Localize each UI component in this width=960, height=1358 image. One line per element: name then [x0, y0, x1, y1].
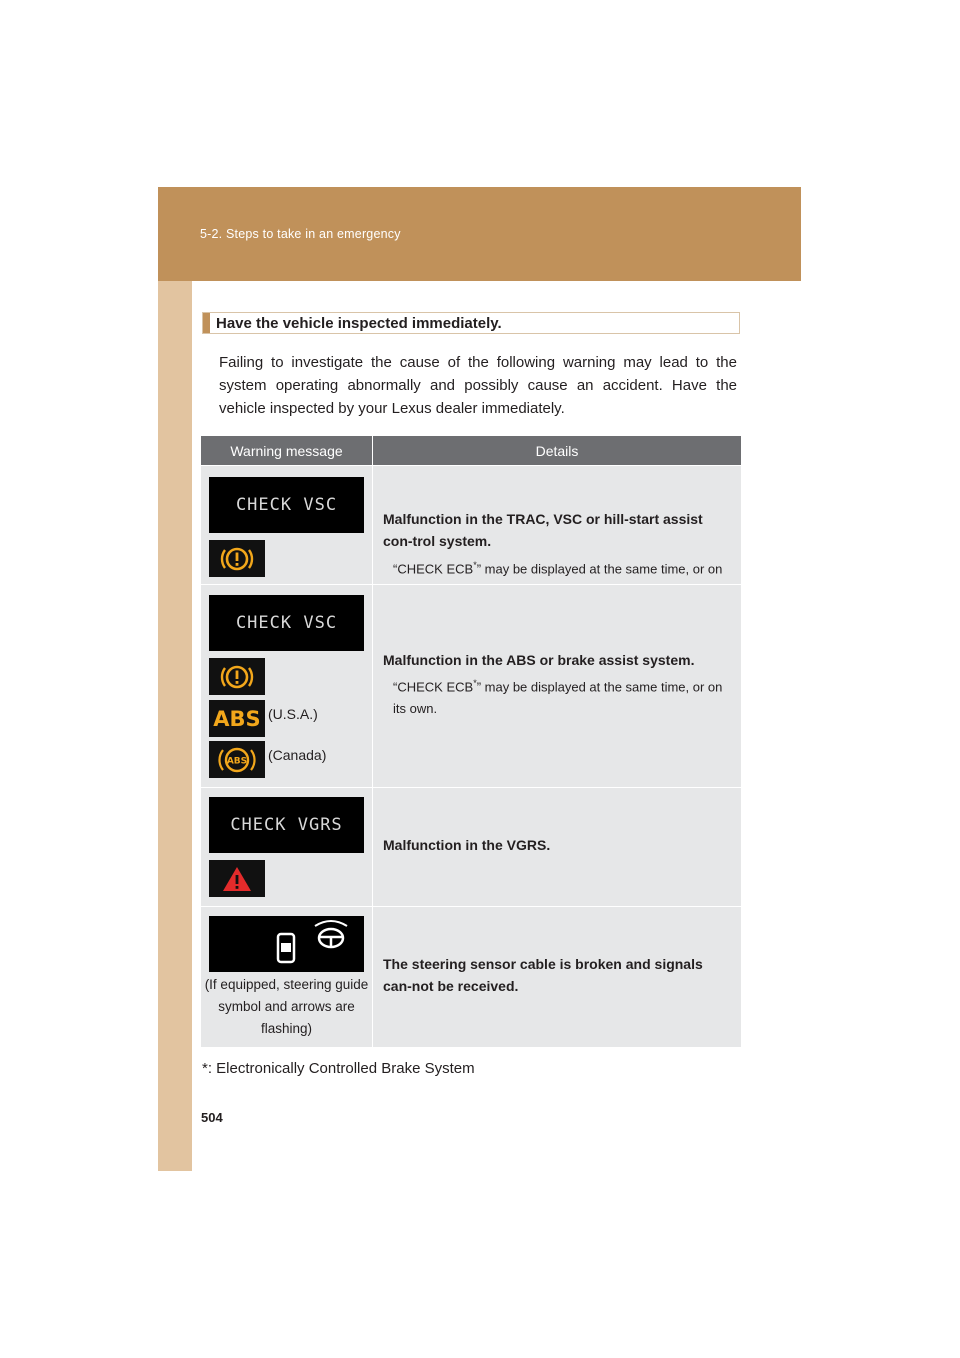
side-bar	[158, 281, 192, 1171]
details-cell	[373, 585, 741, 787]
note-text: ” may be displayed at the same time, or on its own.	[393, 679, 723, 717]
col-details-header: Details	[535, 442, 579, 459]
label-canada: (Canada)	[268, 747, 327, 763]
note-star: *	[473, 560, 477, 570]
note-text: “CHECK ECB	[393, 561, 474, 577]
abs-circle-lamp-icon	[209, 741, 265, 778]
note-text: “CHECK ECB	[393, 679, 474, 695]
warning-triangle-icon	[209, 860, 265, 897]
details-cell	[373, 788, 741, 906]
warning-cell	[201, 788, 373, 906]
breadcrumb: 5-2. Steps to take in an emergency	[200, 227, 401, 241]
detail-title: The steering sensor cable is broken and signals can-not be received.	[383, 956, 703, 994]
table-header	[201, 436, 741, 465]
abs-circle-text: ABS	[226, 756, 248, 766]
detail-title: Malfunction in the ABS or brake assist system.	[383, 652, 695, 668]
table-row	[201, 465, 741, 584]
abs-lamp-icon: ABS	[209, 700, 265, 737]
warning-cell	[201, 466, 373, 584]
check-vsc-display: CHECK VSC	[209, 595, 364, 651]
note-star: *	[473, 678, 477, 688]
warning-lamp-icon	[209, 658, 265, 695]
warning-lamp-icon	[209, 540, 265, 577]
check-vsc-display: CHECK VSC	[209, 477, 364, 533]
abs-circle-icon	[217, 744, 257, 776]
detail-note	[393, 672, 733, 720]
steering-caption: (If equipped, steering guide symbol and arrows are flashing)	[204, 977, 369, 1036]
section-title	[202, 312, 740, 334]
page-number: 504	[201, 1110, 223, 1125]
section-accent	[203, 313, 210, 333]
detail-title: Malfunction in the TRAC, VSC or hill-start assist con-trol system.	[383, 511, 703, 549]
intro-paragraph: Failing to investigate the cause of the following warning may lead to the system operating abnormally and possibly cause an accident. Have the vehicle inspected by your Lexus dealer immediately.	[219, 354, 737, 417]
col-warning-header: Warning message	[201, 436, 373, 465]
check-vgrs-display: CHECK VGRS	[209, 797, 364, 853]
table-row	[201, 906, 741, 1047]
warning-table	[201, 436, 741, 1047]
steering-wheel-icon	[315, 921, 347, 947]
details-cell	[373, 466, 741, 584]
note-text: ” may be displayed at the same time, or on	[476, 561, 723, 577]
section-title-text: Have the vehicle inspected immediately.	[216, 315, 502, 332]
table-row	[201, 787, 741, 906]
table-row	[201, 584, 741, 787]
label-usa: (U.S.A.)	[268, 706, 318, 722]
warning-cell	[201, 585, 373, 787]
details-cell	[373, 907, 741, 1047]
footnote: *: Electronically Controlled Brake System	[202, 1060, 475, 1077]
warning-cell	[201, 907, 373, 1047]
detail-title: Malfunction in the VGRS.	[383, 837, 551, 853]
steering-sensor-display	[209, 916, 364, 972]
